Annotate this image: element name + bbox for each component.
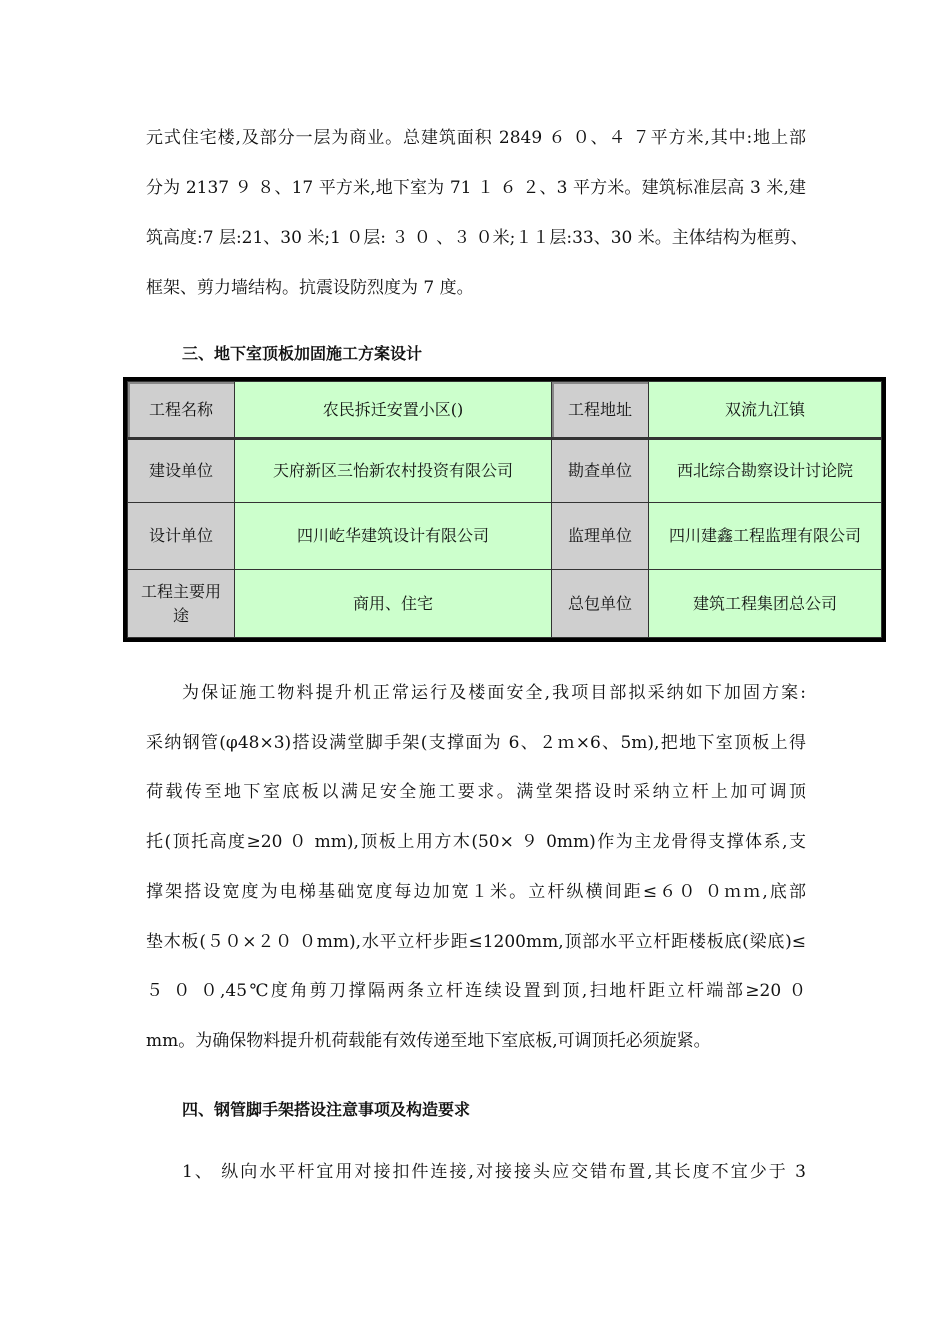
label-main-use: 工程主要用途 [128,570,235,638]
value-project-name: 农民拆迁安置小区() [235,382,552,439]
label-general-contractor: 总包单位 [552,570,649,638]
value-project-address: 双流九江镇 [649,382,882,439]
intro-line-4: 框架、剪力墙结构。抗震设防烈度为 7 度。 [146,278,474,298]
value-general-contractor: 建筑工程集团总公司 [649,570,882,638]
section-4-heading: 四、钢管脚手架搭设注意事项及构造要求 [182,1100,471,1119]
plan-line-3: 荷载传至地下室底板以满足安全施工要求。满堂架搭设时采纳立杆上加可调顶 [146,782,806,802]
label-supervision-unit: 监理单位 [552,502,649,570]
value-design-unit: 四川屹华建筑设计有限公司 [235,502,552,570]
label-design-unit: 设计单位 [128,502,235,570]
table-row [128,439,882,502]
intro-line-2: 分为 2137 ９ ８、17 平方米,地下室为 71 １ ６ ２、3 平方米。建筑标准层高 3 米,建 [146,178,806,198]
project-info-table-frame [123,377,886,642]
plan-line-6: 垫木板(５０×２０ ０mm),水平立杆步距≤1200mm,顶部水平立杆距楼板底(梁底)≤ [146,932,806,952]
label-project-name: 工程名称 [128,382,235,439]
plan-line-4: 托(顶托高度≥20 ０ mm),顶板上用方木(50× ９ 0mm)作为主龙骨得支撑体系,支 [146,832,806,852]
intro-line-3: 筑高度:7 层:21、30 米;1 ０层: ３ ０ 、３ ０米;１１层:33、30 米。主体结构为框剪、 [146,228,808,248]
plan-line-1: 为保证施工物料提升机正常运行及楼面安全,我项目部拟采纳如下加固方案: [182,683,806,703]
value-supervision-unit: 四川建鑫工程监理有限公司 [649,502,882,570]
section-3-heading: 三、地下室顶板加固施工方案设计 [182,344,423,363]
table-row [128,570,882,638]
item-1-line: 1、 纵向水平杆宜用对接扣件连接,对接接头应交错布置,其长度不宜少于 3 [182,1162,806,1182]
value-main-use: 商用、住宅 [235,570,552,638]
project-info-table [127,381,882,638]
plan-line-5: 撑架搭设宽度为电梯基础宽度每边加宽１米。立杆纵横间距≤６０ ０ｍｍ,底部 [146,882,806,902]
label-developer: 建设单位 [128,439,235,502]
table-row [128,382,882,439]
value-developer: 天府新区三怡新农村投资有限公司 [235,439,552,502]
label-survey-unit: 勘查单位 [552,439,649,502]
table-row [128,502,882,570]
intro-line-1: 元式住宅楼,及部分一层为商业。总建筑面积 2849 ６ ０、４ ７平方米,其中:地上部 [146,128,806,148]
plan-line-8: mm。为确保物料提升机荷载能有效传递至地下室底板,可调顶托必须旋紧。 [146,1031,711,1051]
value-survey-unit: 西北综合勘察设计讨论院 [649,439,882,502]
plan-line-7: ５ ０ ０,45℃度角剪刀撑隔两条立杆连续设置到顶,扫地杆距立杆端部≥20 ０ [146,981,806,1001]
label-project-address: 工程地址 [552,382,649,439]
plan-line-2: 采纳钢管(φ48×3)搭设满堂脚手架(支撑面为 6、２ｍ×6、5m),把地下室顶板上得 [146,733,806,753]
